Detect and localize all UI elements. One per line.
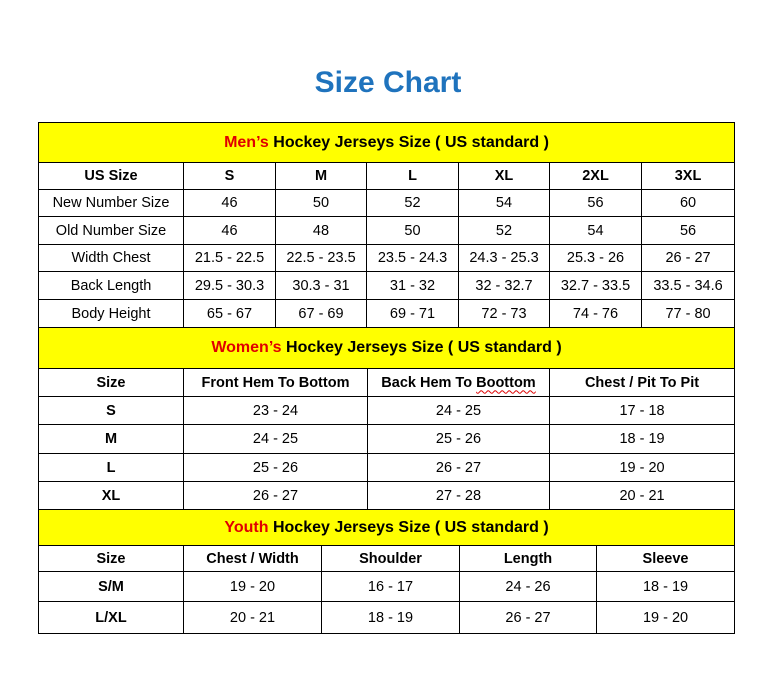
table-cell: 72 - 73: [459, 300, 550, 328]
misspelled-word: Boottom: [476, 374, 536, 391]
table-cell: 52: [367, 190, 459, 217]
column-header: Sleeve: [597, 546, 735, 572]
table-cell: 27 - 28: [368, 482, 550, 510]
table-cell: 26 - 27: [460, 602, 597, 634]
row-label: Width Chest: [39, 245, 184, 272]
table-cell: 19 - 20: [184, 572, 322, 602]
page-title: Size Chart: [314, 66, 462, 99]
column-header: US Size: [39, 163, 184, 190]
row-label: Old Number Size: [39, 217, 184, 245]
column-header: Shoulder: [322, 546, 460, 572]
table-cell: 24 - 26: [460, 572, 597, 602]
table-cell: 25 - 26: [368, 425, 550, 454]
table-cell: 31 - 32: [367, 272, 459, 300]
youth-size-table: [38, 509, 735, 634]
heading-text: Hockey Jerseys Size ( US standard ): [268, 133, 549, 151]
table-cell: 23 - 24: [184, 397, 368, 425]
table-cell: 54: [550, 217, 642, 245]
table-cell: 21.5 - 22.5: [184, 245, 276, 272]
table-row: [39, 572, 735, 602]
women-section-heading: [39, 328, 735, 369]
table-cell: 50: [367, 217, 459, 245]
table-cell: 18 - 19: [322, 602, 460, 634]
row-label: New Number Size: [39, 190, 184, 217]
column-header: Chest / Pit To Pit: [550, 369, 735, 397]
table-row: [39, 397, 735, 425]
men-section-heading: [39, 123, 735, 163]
row-label: L/XL: [39, 602, 184, 634]
table-cell: 24 - 25: [184, 425, 368, 454]
column-header: Chest / Width: [184, 546, 322, 572]
header-text: Back Hem To: [381, 374, 477, 391]
table-cell: 56: [642, 217, 735, 245]
table-cell: 26 - 27: [184, 482, 368, 510]
table-cell: 54: [459, 190, 550, 217]
table-cell: 69 - 71: [367, 300, 459, 328]
column-header: Length: [460, 546, 597, 572]
heading-highlight: Youth: [224, 518, 269, 536]
row-label: Body Height: [39, 300, 184, 328]
table-row: [39, 217, 735, 245]
youth-section-heading: [39, 510, 735, 546]
women-size-table: [38, 327, 735, 510]
table-row: [39, 425, 735, 454]
row-label: M: [39, 425, 184, 454]
men-size-table: [38, 122, 735, 328]
column-header: 2XL: [550, 163, 642, 190]
table-cell: 22.5 - 23.5: [276, 245, 367, 272]
column-header: 3XL: [642, 163, 735, 190]
table-cell: 24 - 25: [368, 397, 550, 425]
table-row: [39, 190, 735, 217]
table-row: [39, 272, 735, 300]
table-cell: 25.3 - 26: [550, 245, 642, 272]
table-row: [39, 602, 735, 634]
heading-highlight: Women’s: [211, 339, 282, 356]
table-cell: 67 - 69: [276, 300, 367, 328]
table-cell: 60: [642, 190, 735, 217]
table-cell: 17 - 18: [550, 397, 735, 425]
column-header: Size: [39, 546, 184, 572]
table-cell: 18 - 19: [597, 572, 735, 602]
heading-text: Hockey Jerseys Size ( US standard ): [281, 339, 562, 356]
heading-highlight: Men’s: [224, 133, 269, 151]
table-cell: 16 - 17: [322, 572, 460, 602]
column-header: [368, 369, 550, 397]
table-cell: 26 - 27: [368, 454, 550, 482]
column-header: Size: [39, 369, 184, 397]
table-cell: 48: [276, 217, 367, 245]
table-row: [39, 245, 735, 272]
table-cell: 30.3 - 31: [276, 272, 367, 300]
row-label: S: [39, 397, 184, 425]
size-chart: [38, 122, 734, 634]
row-label: S/M: [39, 572, 184, 602]
heading-text: Hockey Jerseys Size ( US standard ): [268, 518, 549, 536]
table-cell: 24.3 - 25.3: [459, 245, 550, 272]
table-cell: 18 - 19: [550, 425, 735, 454]
table-cell: 46: [184, 190, 276, 217]
table-cell: 52: [459, 217, 550, 245]
row-label: Back Length: [39, 272, 184, 300]
table-row: [39, 482, 735, 510]
table-cell: 50: [276, 190, 367, 217]
column-header: Front Hem To Bottom: [184, 369, 368, 397]
column-header: XL: [459, 163, 550, 190]
table-cell: 46: [184, 217, 276, 245]
table-cell: 56: [550, 190, 642, 217]
table-cell: 29.5 - 30.3: [184, 272, 276, 300]
table-cell: 19 - 20: [597, 602, 735, 634]
table-cell: 77 - 80: [642, 300, 735, 328]
table-cell: 32.7 - 33.5: [550, 272, 642, 300]
table-row: [39, 300, 735, 328]
table-cell: 20 - 21: [550, 482, 735, 510]
row-label: L: [39, 454, 184, 482]
column-header: S: [184, 163, 276, 190]
column-header: L: [367, 163, 459, 190]
table-cell: 20 - 21: [184, 602, 322, 634]
table-cell: 19 - 20: [550, 454, 735, 482]
table-cell: 25 - 26: [184, 454, 368, 482]
column-header: M: [276, 163, 367, 190]
table-cell: 74 - 76: [550, 300, 642, 328]
table-cell: 33.5 - 34.6: [642, 272, 735, 300]
table-cell: 26 - 27: [642, 245, 735, 272]
table-cell: 65 - 67: [184, 300, 276, 328]
table-cell: 32 - 32.7: [459, 272, 550, 300]
table-cell: 23.5 - 24.3: [367, 245, 459, 272]
table-row: [39, 454, 735, 482]
row-label: XL: [39, 482, 184, 510]
